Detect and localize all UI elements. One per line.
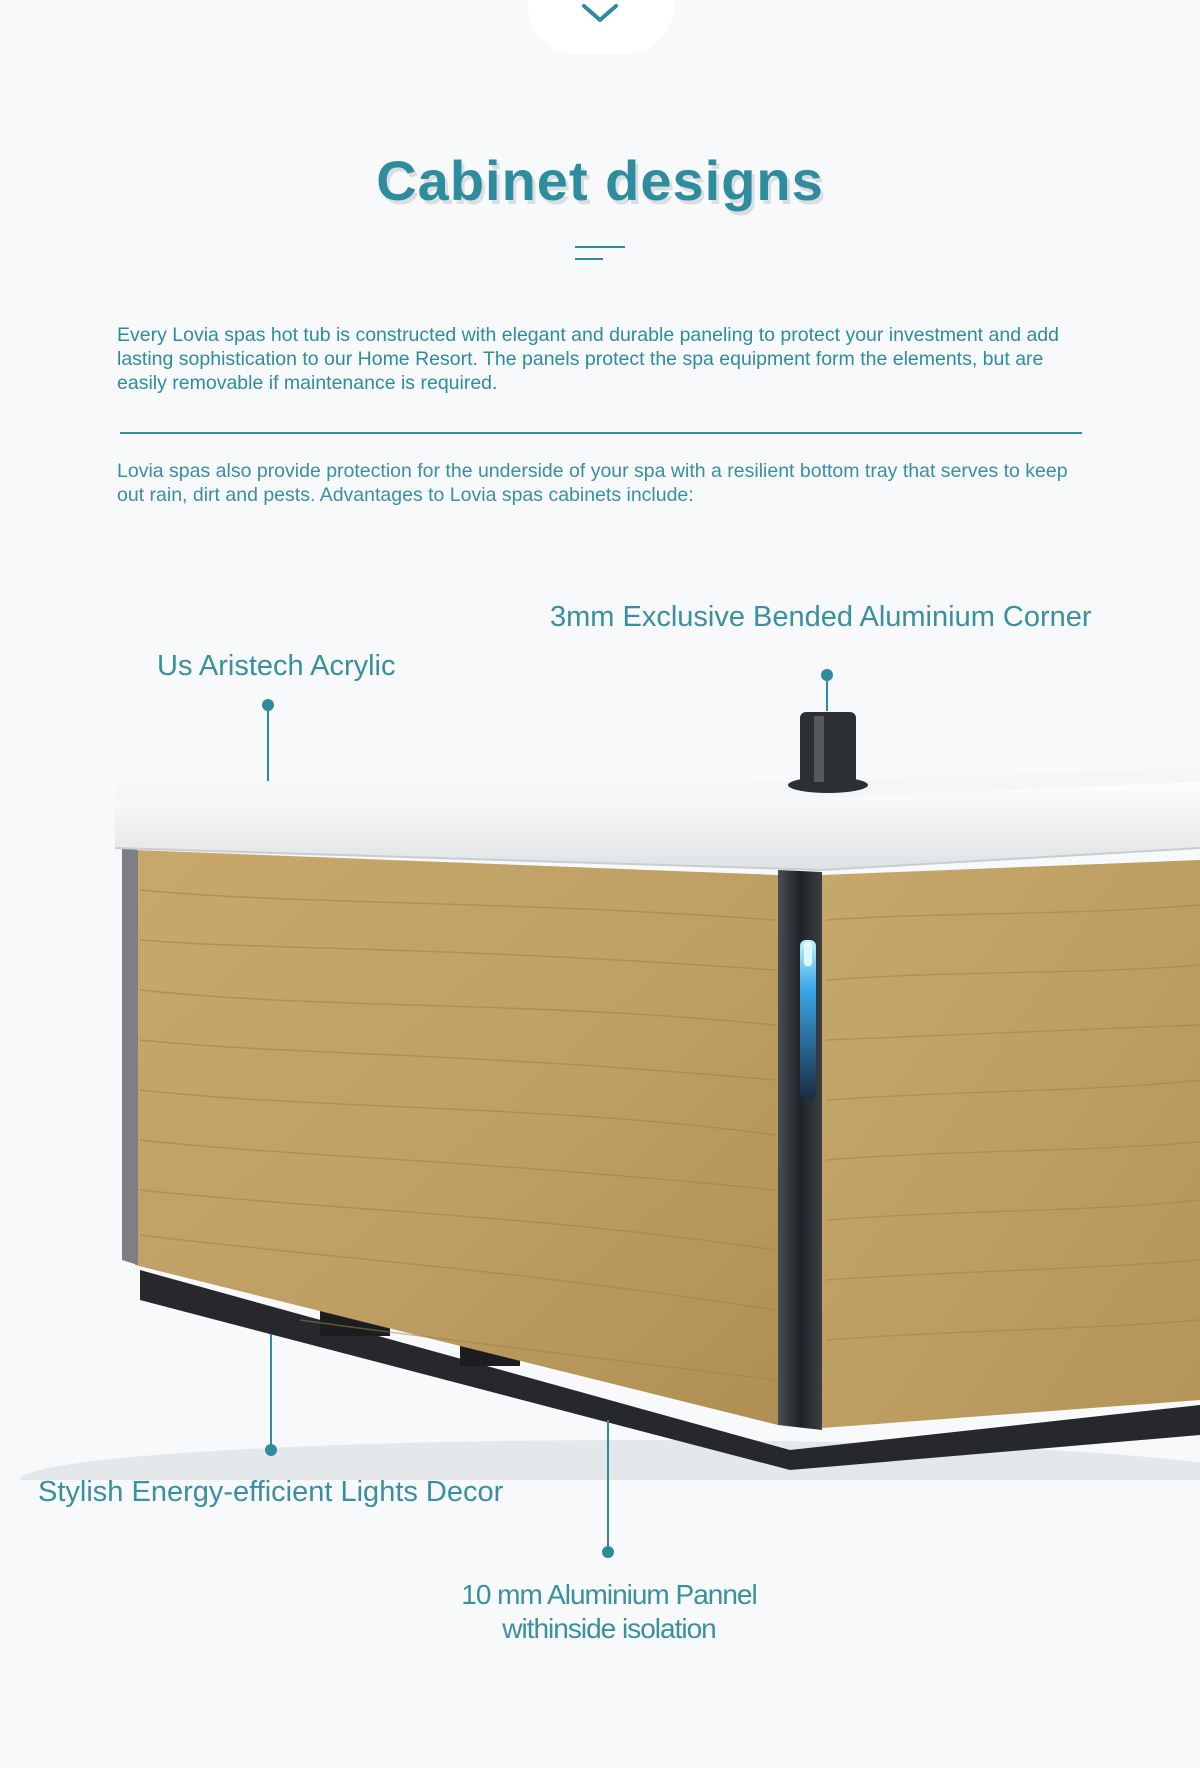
lights-pointer [263,1334,279,1460]
advantages-paragraph: Lovia spas also provide protection for the underside of your spa with a resilient bottom tray that serves to keep out rain, dirt and pests. Advantages to Lovia spas cabinets include: [117,460,1068,506]
chevron-down-icon[interactable] [580,0,620,26]
callout-panel-line1: 10 mm Aluminium Pannel [461,1579,757,1610]
callout-corner: 3mm Exclusive Bended Aluminium Corner [550,601,1092,633]
title-decoration [575,244,625,264]
callout-acrylic: Us Aristech Acrylic [157,650,396,682]
callout-panel [409,1578,809,1646]
panel-pointer [600,1420,616,1562]
acrylic-pointer [260,697,276,781]
callout-lights: Stylish Energy-efficient Lights Decor [38,1476,504,1508]
corner-pointer [819,667,835,711]
hot-tub-cabinet-illustration [0,680,1200,1480]
page-title: Cabinet designs [376,149,824,212]
intro-paragraph: Every Lovia spas hot tub is constructed with elegant and durable paneling to protect your investment and add lasting sophistication to our Home Resort. The panels protect the spa equipment form the elements, but are easily removable if maintenance is required. [117,324,1059,394]
section-divider [120,432,1082,434]
callout-panel-line2: withinside isolation [502,1613,716,1644]
